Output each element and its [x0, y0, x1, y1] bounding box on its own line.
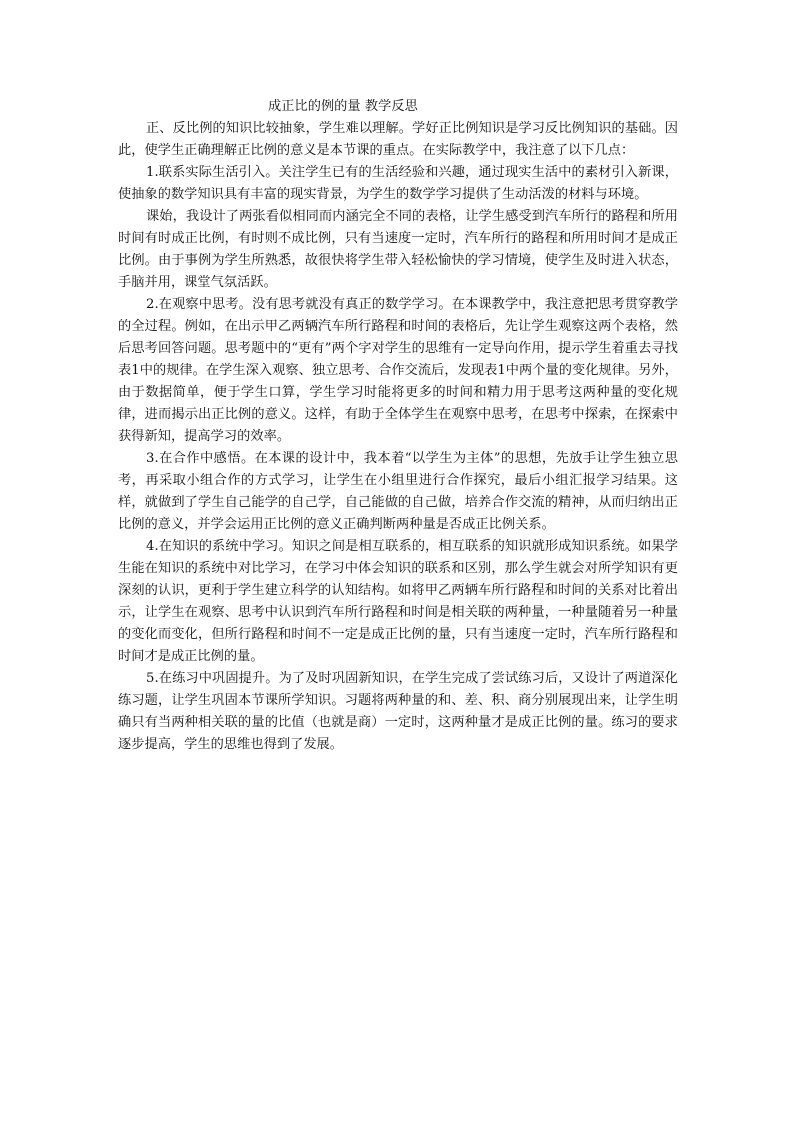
paragraph-point-1-detail: 课始，我设计了两张看似相同而内涵完全不同的表格，让学生感受到汽车所行的路程和所用时间有时成正比例，有时则不成比例，只有当速度一定时，汽车所行的路程和所用时间才是成正比例。由于事例为学生所熟悉，故很快将学生带入轻松愉快的学习情境，使学生及时进入状态，手脑并用，课堂气氛活跃。	[118, 209, 678, 290]
paragraph-intro: 正、反比例的知识比较抽象，学生难以理解。学好正比例知识是学习反比例知识的基础。因此，使学生正确理解正比例的意义是本节课的重点。在实际教学中，我注意了以下几点：	[118, 121, 678, 158]
paragraph-point-4: 4.在知识的系统中学习。知识之间是相互联系的，相互联系的知识就形成知识系统。如果学生能在知识的系统中对比学习，在学习中体会知识的联系和区别，那么学生就会对所学知识有更深刻的认识，更利于学生建立科学的认知结构。如将甲乙两辆车所行路程和时间的关系对比着出示，让学生在观察、思考中认识到汽车所行路程和时间是相关联的两种量，一种量随着另一种量的变化而变化，但所行路程和时间不一定是成正比例的量，只有当速度一定时，汽车所行路程和时间才是成正比例的量。	[118, 539, 678, 664]
document-title: 成正比的例的量 教学反思	[268, 99, 418, 114]
paragraph-point-5: 5.在练习中巩固提升。为了及时巩固新知识，在学生完成了尝试练习后，又设计了两道深化练习题，让学生巩固本节课所学知识。习题将两种量的和、差、积、商分别展现出来，让学生明确只有当两种相关联的量的比值（也就是商）一定时，这两种量才是成正比例的量。练习的要求逐步提高，学生的思维也得到了发展。	[118, 671, 678, 752]
paragraph-point-1: 1.联系实际生活引入。关注学生已有的生活经验和兴趣，通过现实生活中的素材引入新课，使抽象的数学知识具有丰富的现实背景，为学生的数学学习提供了生动活泼的材料与环境。	[118, 165, 678, 202]
document-body	[118, 96, 678, 756]
paragraph-point-2: 2.在观察中思考。没有思考就没有真正的数学学习。在本课教学中，我注意把思考贯穿教学的全过程。例如，在出示甲乙两辆汽车所行路程和时间的表格后，先让学生观察这两个表格，然后思考回答问题。思考题中的“更有”两个字对学生的思维有一定导向作用，提示学生着重去寻找表1中的规律。在学生深入观察、独立思考、合作交流后，发现表1中两个量的变化规律。另外，由于数据简单，便于学生口算，学生学习时能将更多的时间和精力用于思考这两种量的变化规律，进而揭示出正比例的意义。这样，有助于全体学生在观察中思考，在思考中探索，在探索中获得新知，提高学习的效率。	[118, 297, 678, 444]
paragraph-point-3: 3.在合作中感悟。在本课的设计中，我本着“以学生为主体”的思想，先放手让学生独立思考，再采取小组合作的方式学习，让学生在小组里进行合作探究，最后小组汇报学习结果。这样，就做到了学生自己能学的自己学，自己能做的自己做，培养合作交流的精神，从而归纳出正比例的意义，并学会运用正比例的意义正确判断两种量是否成正比例关系。	[118, 451, 678, 532]
